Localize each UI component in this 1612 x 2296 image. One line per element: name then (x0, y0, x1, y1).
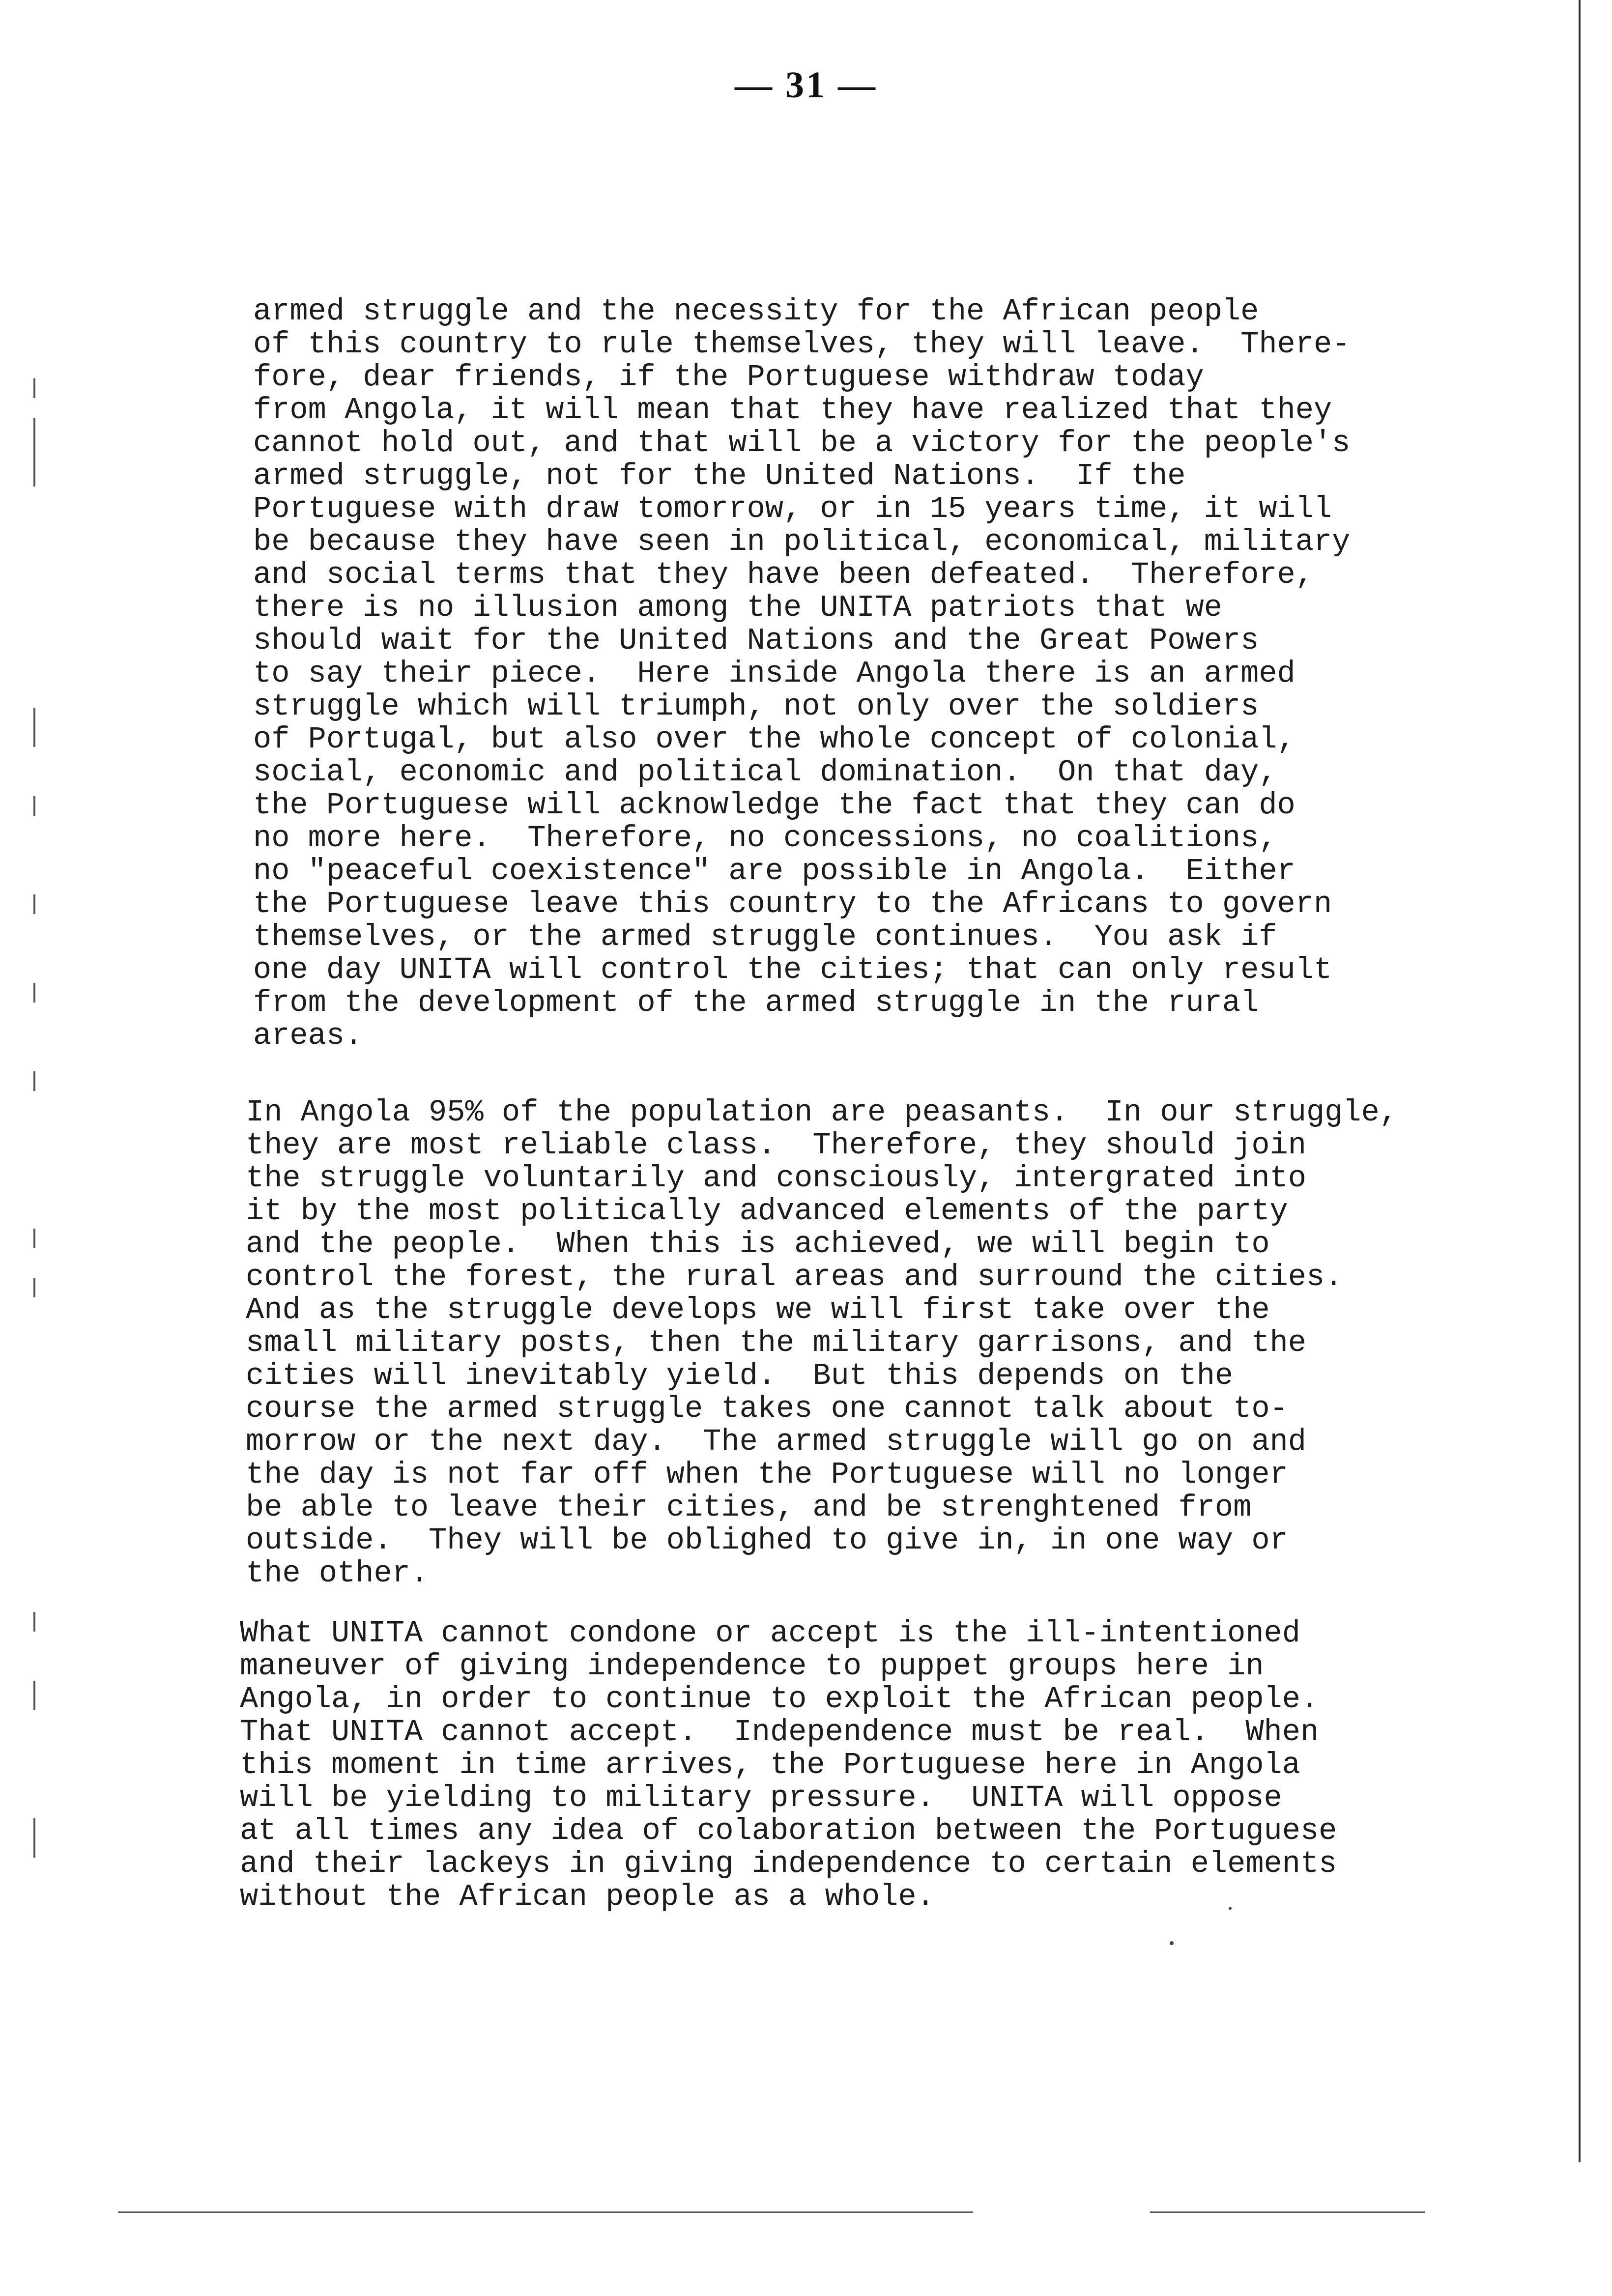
text-line: be able to leave their cities, and be strenghtened from (246, 1490, 1252, 1525)
paragraph-1 (253, 295, 1350, 1052)
text-line: without the African people as a whole. (240, 1879, 935, 1914)
text-line: and the people. When this is achieved, we will begin to (246, 1227, 1270, 1262)
text-line: and social terms that they have been defeated. Therefore, (253, 557, 1314, 592)
text-line: cities will inevitably yield. But this depends on the (246, 1358, 1234, 1393)
text-line: will be yielding to military pressure. UNITA will oppose (240, 1780, 1282, 1815)
text-line: Angola, in order to continue to exploit the African people. (240, 1682, 1319, 1717)
text-line: of Portugal, but also over the whole concept of colonial, (253, 722, 1295, 757)
text-line: from the development of the armed struggle in the rural (253, 985, 1259, 1020)
left-margin-mark (33, 418, 35, 487)
bottom-rule (1150, 2211, 1425, 2213)
left-margin-mark (33, 796, 35, 816)
text-line: one day UNITA will control the cities; that can only result (253, 952, 1332, 987)
text-line: What UNITA cannot condone or accept is the ill-intentioned (240, 1616, 1300, 1651)
left-margin-mark (33, 708, 35, 747)
text-line: to say their piece. Here inside Angola there is an armed (253, 656, 1295, 691)
page-number: — 31 — (735, 64, 877, 106)
text-line: the day is not far off when the Portuguese will no longer (246, 1457, 1288, 1492)
text-line: social, economic and political domination. On that day, (253, 755, 1277, 790)
left-margin-mark (33, 1229, 35, 1248)
text-line: And as the struggle develops we will first take over the (246, 1292, 1270, 1327)
text-line: Portuguese with draw tomorrow, or in 15 years time, it will (253, 491, 1332, 526)
text-line: course the armed struggle takes one cannot talk about to- (246, 1391, 1288, 1426)
text-line: That UNITA cannot accept. Independence must be real. When (240, 1715, 1319, 1750)
left-margin-mark (33, 1278, 35, 1297)
text-line: In Angola 95% of the population are peasants. In our struggle, (246, 1095, 1398, 1130)
left-margin-mark (33, 1818, 35, 1858)
ink-speck (1229, 1907, 1232, 1910)
text-line: they are most reliable class. Therefore, they should join (246, 1128, 1306, 1163)
text-line: the Portuguese leave this country to the Africans to govern (253, 887, 1332, 921)
ink-speck (1170, 1941, 1174, 1945)
text-line: morrow or the next day. The armed struggle will go on and (246, 1424, 1306, 1459)
paragraph-3 (240, 1617, 1337, 1913)
text-line: cannot hold out, and that will be a victory for the people's (253, 426, 1351, 460)
text-line: control the forest, the rural areas and surround the cities. (246, 1260, 1343, 1294)
text-line: there is no illusion among the UNITA patriots that we (253, 590, 1222, 625)
text-line: outside. They will be oblighed to give in, in one way or (246, 1523, 1288, 1558)
left-margin-mark (33, 983, 35, 1003)
left-margin-mark (33, 894, 35, 914)
text-line: struggle which will triumph, not only over the soldiers (253, 689, 1259, 724)
text-line: themselves, or the armed struggle continues. You ask if (253, 919, 1277, 954)
text-line: of this country to rule themselves, they will leave. There- (253, 327, 1351, 362)
text-line: the Portuguese will acknowledge the fact that they can do (253, 788, 1295, 823)
text-line: at all times any idea of colaboration between the Portuguese (240, 1813, 1337, 1848)
left-margin-mark (33, 378, 35, 398)
text-line: no more here. Therefore, no concessions, no coalitions, (253, 821, 1277, 856)
text-line: fore, dear friends, if the Portuguese withdraw today (253, 360, 1204, 395)
text-line: no "peaceful coexistence" are possible in Angola. Either (253, 854, 1295, 889)
text-line: from Angola, it will mean that they have realized that they (253, 393, 1332, 428)
text-line: maneuver of giving independence to puppet groups here in (240, 1649, 1264, 1684)
text-line: armed struggle and the necessity for the African people (253, 294, 1259, 329)
text-line: and their lackeys in giving independence to certain elements (240, 1846, 1337, 1881)
paragraph-2 (246, 1096, 1398, 1590)
bottom-rule (118, 2211, 973, 2213)
left-margin-mark (33, 1612, 35, 1632)
text-line: areas. (253, 1018, 363, 1053)
text-line: this moment in time arrives, the Portuguese here in Angola (240, 1748, 1300, 1782)
text-line: the other. (246, 1556, 429, 1591)
text-line: it by the most politically advanced elements of the party (246, 1194, 1288, 1229)
left-margin-mark (33, 1071, 35, 1091)
right-margin-rule (1579, 0, 1581, 2162)
text-line: should wait for the United Nations and the Great Powers (253, 623, 1259, 658)
text-line: the struggle voluntarily and consciously, intergrated into (246, 1161, 1306, 1196)
text-line: small military posts, then the military garrisons, and the (246, 1325, 1306, 1360)
text-line: armed struggle, not for the United Nations. If the (253, 459, 1186, 493)
text-line: be because they have seen in political, economical, military (253, 524, 1351, 559)
left-margin-mark (33, 1681, 35, 1710)
